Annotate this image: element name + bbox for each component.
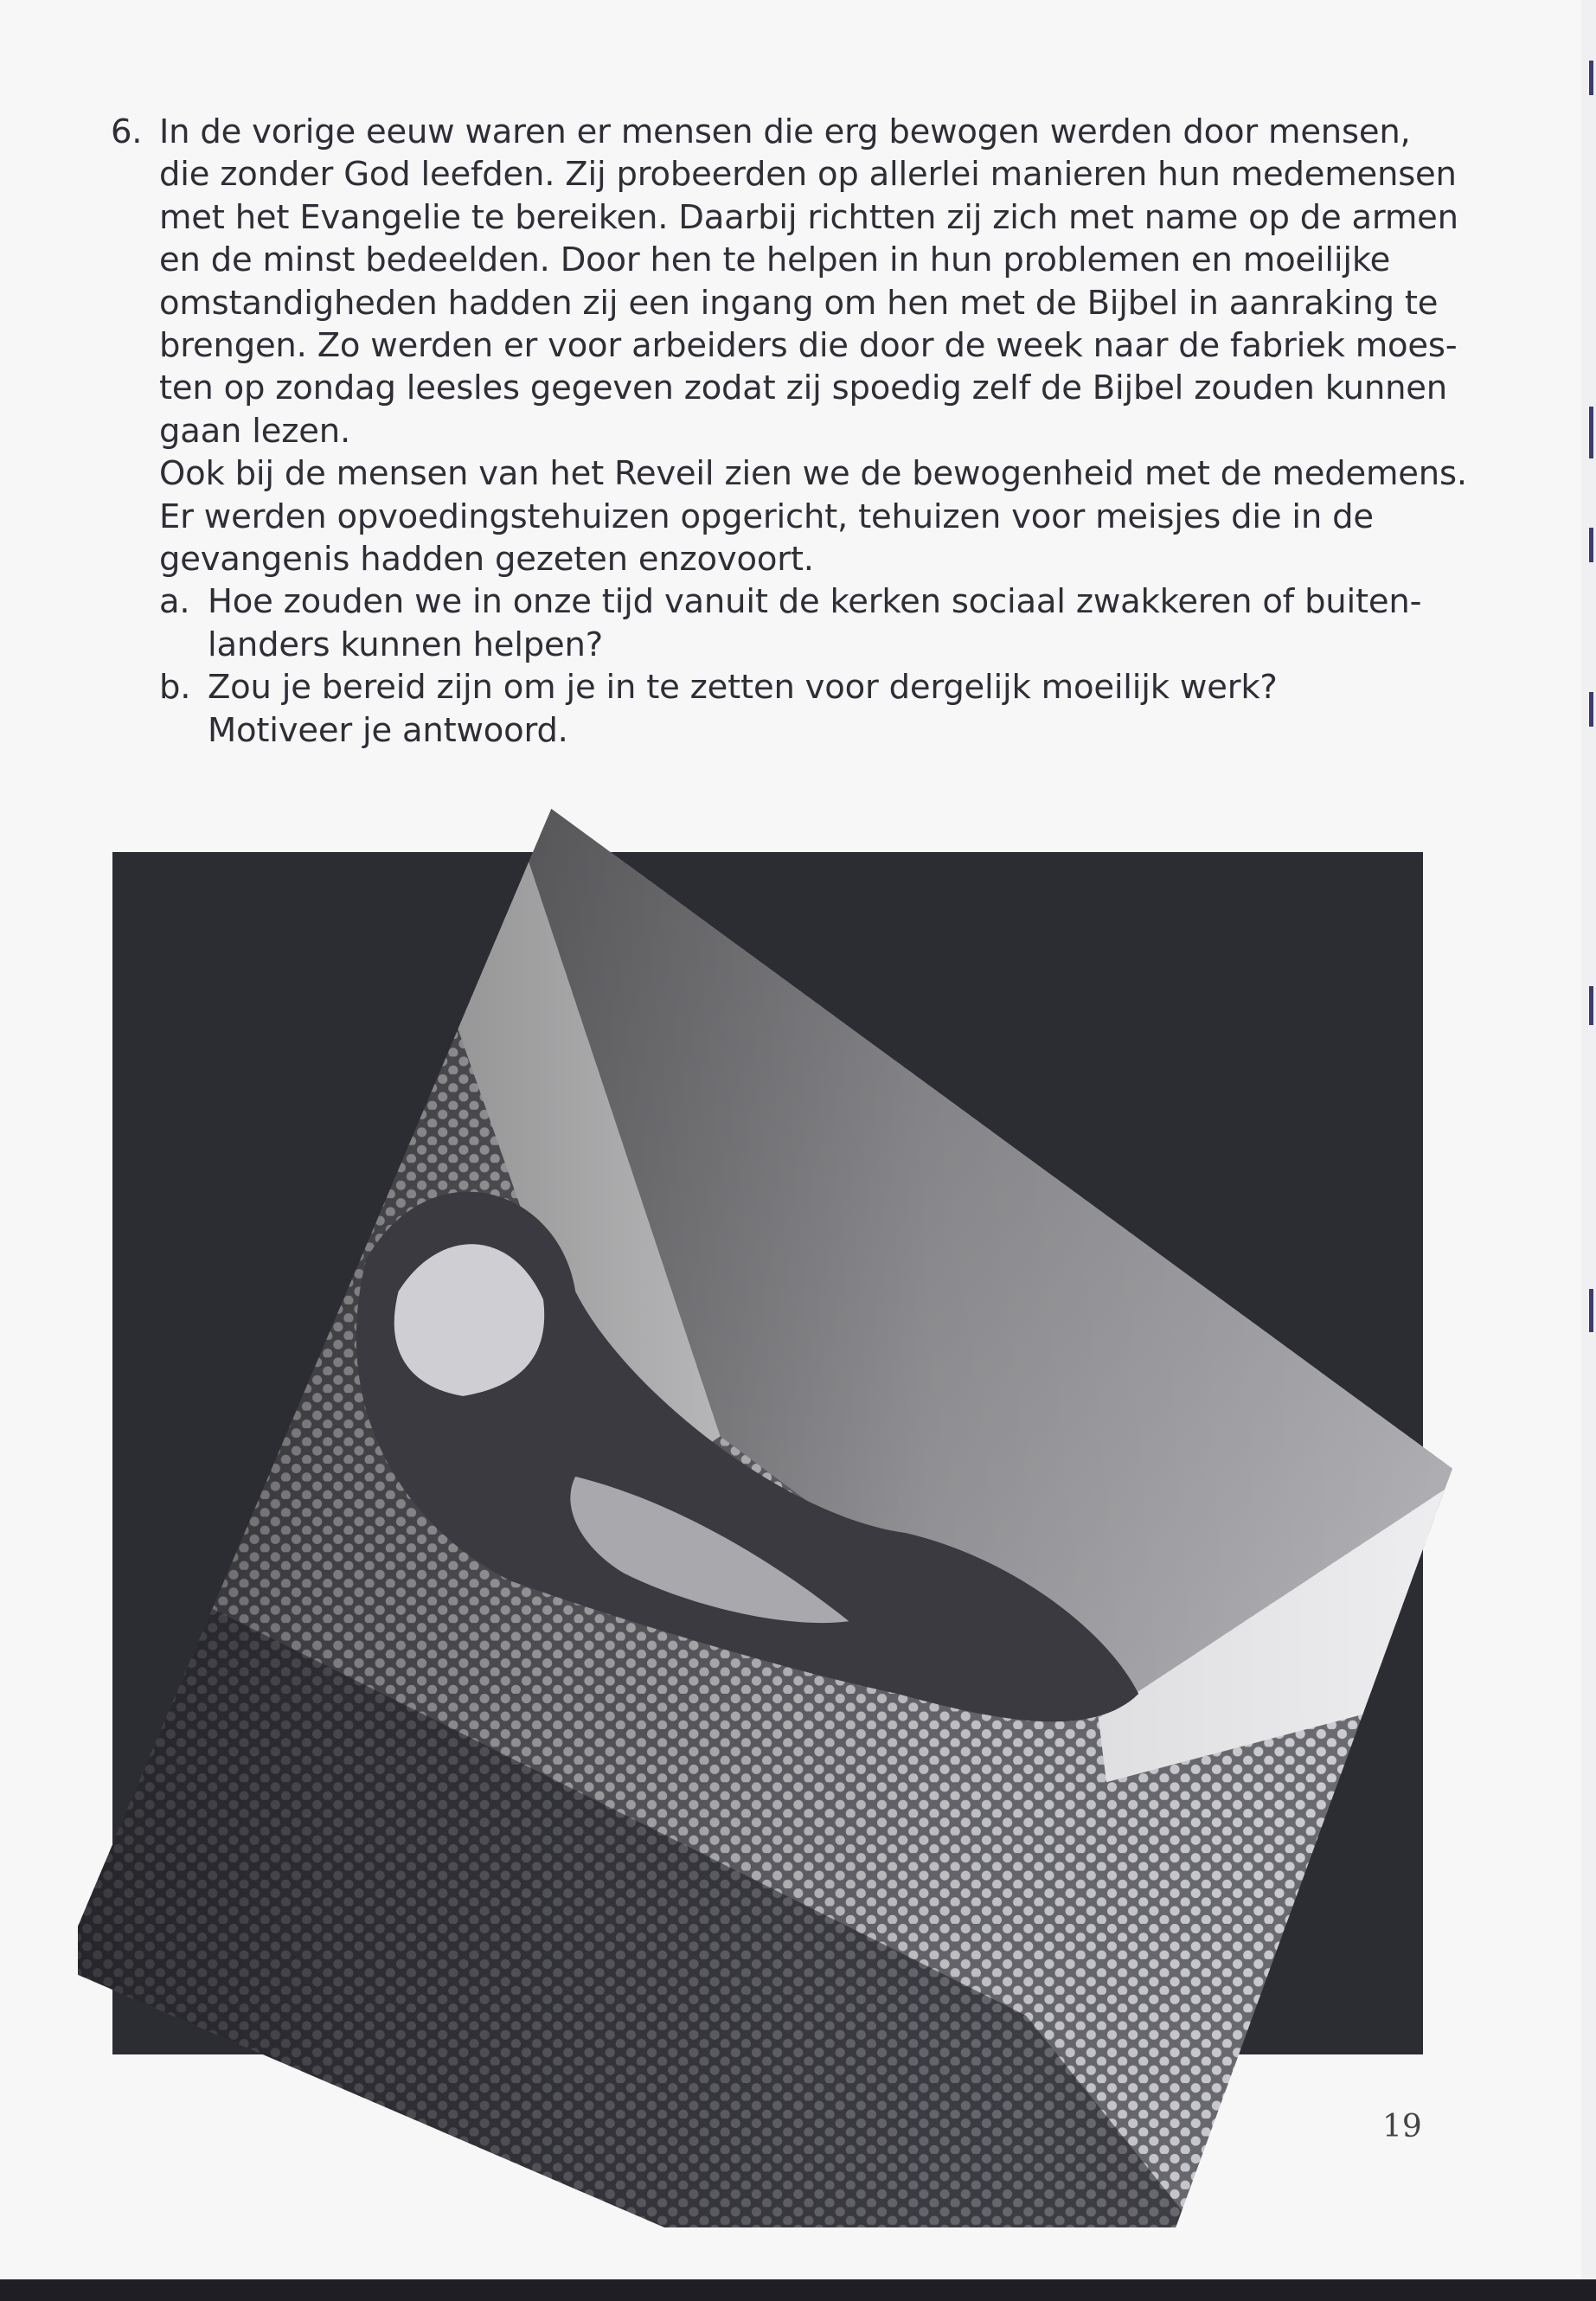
page-number: 19 — [1382, 2109, 1422, 2144]
text-line: landers kunnen helpen? — [208, 625, 603, 664]
text-line: en de minst bedeelden. Door hen te helpen in hun problemen en moeilijke — [159, 240, 1391, 280]
subquestion-label: a. — [159, 582, 190, 622]
text-line: ten op zondag leesles gegeven zodat zij spoedig zelf de Bijbel zouden kunnen — [159, 369, 1447, 408]
photo-frame — [112, 852, 1423, 2054]
question-text — [159, 111, 1477, 580]
text-line: Zou je bereid zijn om je in te zetten voor dergelijk moeilijk werk? — [208, 668, 1278, 708]
rotated-photo-figure — [78, 774, 1497, 2227]
scan-bottom-edge — [0, 2279, 1596, 2301]
text-line: met het Evangelie te bereiken. Daarbij richtten zij zich met name op de armen — [159, 197, 1458, 237]
next-page-edge — [1581, 0, 1596, 2279]
subquestion-label: b. — [159, 668, 191, 708]
question-block — [111, 111, 1477, 752]
subquestion-list — [159, 580, 1477, 752]
subquestion-a — [159, 580, 1477, 666]
text-line: die zonder God leefden. Zij probeerden op allerlei manieren hun medemensen — [159, 155, 1457, 195]
subquestion-b — [159, 666, 1477, 752]
text-line: Er werden opvoedingstehuizen opgericht, tehuizen voor meisjes die in de — [159, 497, 1374, 536]
text-line: brengen. Zo werden er voor arbeiders die door de week naar de fabriek moes- — [159, 326, 1458, 366]
text-line: gaan lezen. — [159, 411, 350, 451]
text-line: Hoe zouden we in onze tijd vanuit de kerken sociaal zwakkeren of buiten- — [208, 582, 1422, 622]
question-number: 6. — [111, 112, 143, 151]
text-line: In de vorige eeuw waren er mensen die erg bewogen werden door mensen, — [159, 112, 1411, 151]
text-line: omstandigheden hadden zij een ingang om hen met de Bijbel in aanraking te — [159, 283, 1439, 323]
question-6 — [111, 111, 1477, 752]
photo-image — [78, 809, 1497, 2227]
text-line: Ook bij de mensen van het Reveil zien we de bewogenheid met de medemens. — [159, 454, 1467, 494]
text-line: Motiveer je antwoord. — [208, 710, 568, 750]
text-line: gevangenis hadden gezeten enzovoort. — [159, 540, 814, 580]
